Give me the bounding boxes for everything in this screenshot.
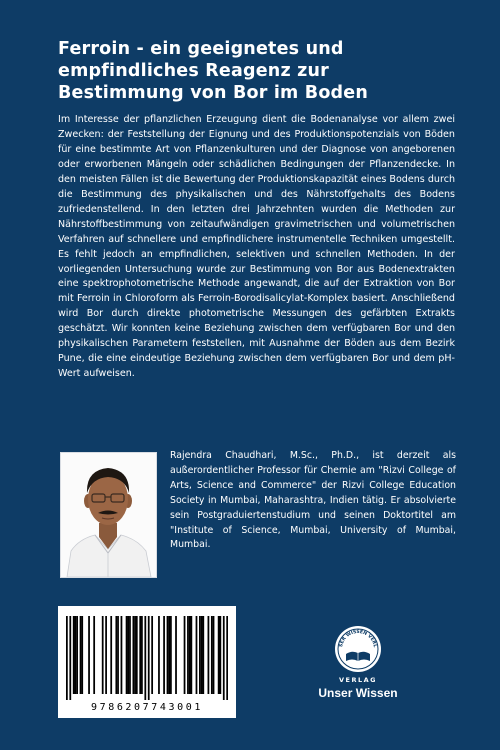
barcode-bar — [102, 616, 104, 694]
barcode-bar — [218, 616, 220, 694]
barcode-bar — [73, 616, 75, 694]
publisher-label: VERLAG — [339, 676, 377, 684]
barcode-bar — [151, 616, 153, 694]
barcode-bar — [211, 616, 213, 694]
barcode-bar — [202, 616, 204, 694]
book-title — [58, 38, 458, 104]
barcode-bar — [133, 616, 135, 694]
barcode-bars — [66, 616, 228, 700]
barcode-bar — [148, 616, 150, 700]
barcode-bar — [187, 616, 189, 694]
title-line-2: empfindliches Reagenz zur — [58, 61, 329, 81]
barcode-bar — [226, 616, 228, 700]
barcode-bar — [196, 616, 198, 694]
author-portrait — [61, 453, 156, 577]
isbn-number: 9786207743001 — [90, 702, 204, 713]
barcode-bar — [115, 616, 117, 694]
barcode-bar — [69, 616, 71, 700]
barcode-bar — [170, 616, 172, 694]
barcode-bar — [144, 616, 146, 700]
barcode-bar — [213, 616, 215, 694]
barcode-bar — [76, 616, 78, 694]
barcode-bar — [88, 616, 90, 694]
barcode-bar — [126, 616, 128, 694]
barcode-bar — [136, 616, 138, 694]
barcode-bar — [219, 616, 221, 694]
barcode-bar — [168, 616, 170, 694]
barcode-bar — [75, 616, 77, 694]
barcode-bar — [110, 616, 112, 694]
author-bio: Rajendra Chaudhari, M.Sc., Ph.D., ist derzeit als außerordentlicher Professor für Chemie am "Rizvi College of Arts, Science and Commerce" der Rizvi College Education Society in Mumbai, Maharashtra, Indien tätig. Er absolvierte sein Postgraduiertenstudium und seinen Doktortitel am "Institute of Science, Mumbai, University of Mumbai, Mumbai. — [170, 450, 456, 551]
author-photo — [60, 452, 157, 578]
publisher-name: Unser Wissen — [318, 686, 398, 700]
barcode-bar — [163, 616, 165, 694]
barcode-bar — [158, 616, 160, 694]
barcode-bar — [134, 616, 136, 694]
barcode-bar — [127, 616, 129, 694]
barcode-bar — [81, 616, 83, 694]
barcode-bar — [139, 616, 141, 694]
barcode-bar — [184, 616, 186, 694]
barcode-bar — [66, 616, 68, 700]
barcode-bar — [201, 616, 203, 694]
barcode-bar — [80, 616, 82, 694]
abstract-text: Im Interesse der pflanzlichen Erzeugung dient die Bodenanalyse vor allem zwei Zwecken: der Feststellung der Eignung und des Produktionspotenzials von Böden für eine bestimmte Art von Pflanzenkulturen und der Diagnose von angeborenen oder erworbenen Mängeln oder schädlichen Bedingungen der Pflanzendecke. In den meisten Fällen ist die Bewertung der Produktionskapazität eines Bodens durch die Bestimmung des physikalischen und des Nährstoffgehalts des Bodens zufriedenstellend. In den letzten drei Jahrzehnten wurden die Methoden zur Nährstoffbestimmung von zeitaufwändigen gravimetrischen und volumetrischen Verfahren auf schnellere und empfindlichere instrumentelle Techniken umgestellt. Es fehlt jedoch an empfindlichen, selektiven und schnellen Methoden. In der vorliegenden Untersuchung wurde zur Bestimmung von Bor aus Bodenextrakten eine spektrophotometrische Methode angewandt, die auf der Extraktion von Bor mit Ferroin in Chloroform als Ferroin-Borodisalicylat-Komplex basiert. Anschließend wird Bor durch direkte photometrische Messungen des gefärbten Extrakts geschätzt. Wir konnten keine Beziehung zwischen dem verfügbaren Bor und den physikalischen Parametern feststellen, mit Ausnahme der Böden aus dem Bezirk Pune, die eine eindeutige Beziehung zwischen dem verfügbaren Bor und dem pH-Wert aufweisen. — [58, 114, 455, 380]
barcode-bar — [129, 616, 131, 694]
barcode-bar — [175, 616, 177, 694]
title-line-1: Ferroin - ein geeignetes und — [58, 39, 344, 59]
barcode-bar — [223, 616, 225, 700]
barcode-bar — [141, 616, 143, 694]
publisher-block — [312, 624, 404, 724]
barcode-bar — [167, 616, 169, 694]
barcode-bar — [93, 616, 95, 694]
barcode-bar — [121, 616, 123, 694]
barcode-bar — [199, 616, 201, 694]
book-seal-icon — [333, 624, 383, 674]
barcode-bar — [189, 616, 191, 694]
barcode-bar — [105, 616, 107, 694]
barcode-bar — [190, 616, 192, 694]
barcode-bar — [208, 616, 210, 694]
barcode-bar — [117, 616, 119, 694]
seal-text: SER WISSEN VERL — [339, 629, 377, 648]
title-line-3: Bestimmung von Bor im Boden — [58, 83, 369, 103]
isbn-barcode — [58, 606, 236, 718]
